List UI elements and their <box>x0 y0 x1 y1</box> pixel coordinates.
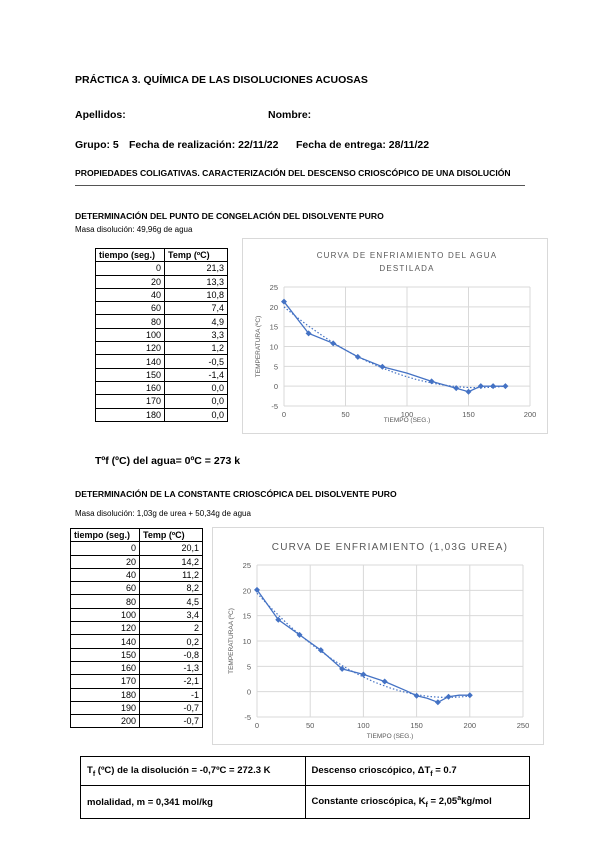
section1-masa: Masa disolución: 49,96g de agua <box>75 225 193 234</box>
cell-tiempo: 140 <box>71 635 140 648</box>
y-tick-label: 15 <box>269 322 278 332</box>
data-point <box>379 364 385 370</box>
x-tick-label: 250 <box>516 721 530 730</box>
cell-temp: 14,2 <box>140 555 203 568</box>
constante-prefix: Constante crioscópica, K <box>311 796 426 808</box>
cell-temp: 4,5 <box>140 595 203 608</box>
table-row <box>96 315 228 328</box>
data-point <box>429 378 435 384</box>
section2-table <box>70 528 203 728</box>
cell-temp: -0,7 <box>140 701 203 714</box>
molalidad-cell <box>81 786 306 819</box>
cell-tiempo: 40 <box>96 288 165 301</box>
chart-agua-destilada <box>242 238 548 434</box>
data-point <box>330 340 336 346</box>
table-row <box>96 328 228 341</box>
x-tick-label: 200 <box>523 410 537 419</box>
x-tick-label: 150 <box>410 721 423 730</box>
constante-sub: f <box>425 802 428 810</box>
table-row <box>96 302 228 315</box>
table-row <box>71 622 203 635</box>
chart-title: CURVA DE ENFRIAMIENTO (1,03G UREA) <box>271 542 509 553</box>
column-header-temp: Temp (ºC) <box>165 249 228 262</box>
constante-cell <box>305 786 530 819</box>
cell-tiempo: 100 <box>71 608 140 621</box>
table-row <box>71 701 203 714</box>
cell-temp: 13,3 <box>165 275 228 288</box>
section2-masa: Masa disolución: 1,03g de urea + 50,34g de agua <box>75 509 251 518</box>
cell-tiempo: 80 <box>96 315 165 328</box>
descenso-cell <box>305 757 530 786</box>
cell-tiempo: 150 <box>96 368 165 381</box>
cell-tiempo: 0 <box>96 262 165 275</box>
x-tick-label: 150 <box>462 410 475 419</box>
table-row <box>71 542 203 555</box>
constante-sup: a <box>457 794 462 802</box>
y-tick-label: -5 <box>271 402 278 411</box>
cell-temp: -0,8 <box>140 648 203 661</box>
section2-heading: DETERMINACIÓN DE LA CONSTANTE CRIOSCÓPICA DEL DISOLVENTE PURO <box>75 489 397 499</box>
y-tick-label: 25 <box>242 561 251 570</box>
cell-tiempo: 170 <box>96 395 165 408</box>
fecha-realizacion: Fecha de realización: 22/11/22 <box>129 139 279 151</box>
x-tick-label: 0 <box>281 410 287 419</box>
cell-temp: 3,3 <box>165 328 228 341</box>
cell-temp: 21,3 <box>165 262 228 275</box>
table-row <box>71 582 203 595</box>
table-row <box>96 381 228 394</box>
cell-temp: 2 <box>140 622 203 635</box>
y-tick-label: 20 <box>269 302 278 312</box>
cell-tiempo: 60 <box>71 582 140 595</box>
cell-tiempo: 60 <box>96 302 165 315</box>
data-point <box>478 383 484 389</box>
table-row <box>71 648 203 661</box>
table-row <box>71 608 203 621</box>
table-row <box>96 275 228 288</box>
cell-temp: 0,2 <box>140 635 203 648</box>
chart-title: CURVA DE ENFRIAMIENTO DEL AGUA <box>316 251 498 260</box>
cell-temp: 0,0 <box>165 395 228 408</box>
descenso-sub: f <box>430 770 433 778</box>
cell-temp: 8,2 <box>140 582 203 595</box>
cell-tiempo: 120 <box>71 622 140 635</box>
cell-temp: -0,7 <box>140 715 203 728</box>
document-title: PRÁCTICA 3. QUÍMICA DE LAS DISOLUCIONES ACUOSAS <box>75 74 368 86</box>
cell-tiempo: 20 <box>71 555 140 568</box>
y-tick-label: 10 <box>269 342 278 352</box>
table-header-row <box>71 529 203 542</box>
table-row <box>96 288 228 301</box>
chart-agua-svg <box>243 239 547 433</box>
table-row <box>96 368 228 381</box>
data-point <box>466 389 472 395</box>
cell-tiempo: 100 <box>96 328 165 341</box>
tf-prefix: T <box>87 764 93 776</box>
table-header-row <box>96 249 228 262</box>
y-tick-label: 10 <box>242 637 251 646</box>
column-header-tiempo: tiempo (seg.) <box>96 249 165 262</box>
x-tick-label: 100 <box>357 721 370 730</box>
cell-tiempo: 20 <box>96 275 165 288</box>
data-point <box>467 692 473 698</box>
table-row <box>71 715 203 728</box>
constante-value: = 2,05 <box>427 796 458 808</box>
practice-subtitle: PROPIEDADES COLIGATIVAS. CARACTERIZACIÓN DEL DESCENSO CRIOSCÓPICO DE UNA DISOLUCIÓN <box>75 168 511 178</box>
y-tick-label: 5 <box>246 662 251 672</box>
data-point <box>382 679 388 685</box>
nombre-label: Nombre: <box>268 109 312 121</box>
y-tick-label: 5 <box>273 362 278 372</box>
y-tick-label: 15 <box>242 611 251 621</box>
cell-tiempo: 150 <box>71 648 140 661</box>
cell-tiempo: 140 <box>96 355 165 368</box>
data-point <box>435 699 441 705</box>
series-trendline <box>284 307 505 388</box>
table-row <box>96 408 228 421</box>
cell-tiempo: 120 <box>96 342 165 355</box>
section1-heading: DETERMINACIÓN DEL PUNTO DE CONGELACIÓN DEL DISOLVENTE PURO <box>75 211 384 221</box>
y-tick-label: -5 <box>244 713 251 722</box>
column-header-tiempo: tiempo (seg.) <box>71 529 140 542</box>
results-row <box>81 757 530 786</box>
cell-temp: 0,0 <box>165 381 228 394</box>
section1-result: Tºf (ºC) del agua= 0ºC = 273 k <box>95 455 241 467</box>
y-tick-label: 25 <box>269 283 278 292</box>
cell-temp: 11,2 <box>140 568 203 581</box>
cell-tiempo: 180 <box>71 688 140 701</box>
y-tick-label: 0 <box>273 382 278 392</box>
descenso-value: = 0.7 <box>432 764 457 776</box>
cell-temp: -1 <box>140 688 203 701</box>
tf-sub: f <box>92 770 96 778</box>
table-row <box>71 688 203 701</box>
table-row <box>71 568 203 581</box>
table-row <box>96 395 228 408</box>
x-tick-label: 0 <box>254 721 260 730</box>
fecha-entrega: Fecha de entrega: 28/11/22 <box>296 139 430 151</box>
cell-tiempo: 160 <box>71 661 140 674</box>
x-axis-label: TIEMPO (SEG.) <box>383 417 431 424</box>
descenso-prefix: Descenso crioscópico, ΔT <box>311 764 431 776</box>
divider-line <box>75 185 525 186</box>
tf-cell <box>81 757 306 786</box>
tf-text: (ºC) de la disolución = -0,7ºC = 272.3 K <box>95 764 271 776</box>
table-row <box>71 675 203 688</box>
y-tick-label: 0 <box>246 687 251 697</box>
constante-unit: kg/mol <box>461 796 492 808</box>
data-point <box>490 383 496 389</box>
section1-table <box>95 248 228 422</box>
cell-tiempo: 200 <box>71 715 140 728</box>
table-row <box>96 262 228 275</box>
x-tick-label: 50 <box>306 721 315 730</box>
apellidos-label: Apellidos: <box>75 109 126 121</box>
cell-temp: -1,4 <box>165 368 228 381</box>
table-row <box>96 355 228 368</box>
table-row <box>71 661 203 674</box>
cell-temp: 0,0 <box>165 408 228 421</box>
chart-urea-svg <box>213 528 543 744</box>
x-tick-label: 100 <box>400 410 414 419</box>
data-point <box>502 383 508 389</box>
results-table <box>80 756 530 819</box>
chart-title: DESTILADA <box>379 264 435 273</box>
cell-tiempo: 160 <box>96 381 165 394</box>
cell-tiempo: 170 <box>71 675 140 688</box>
y-axis-label: TEMPERATURA (ºC) <box>255 315 262 378</box>
cell-tiempo: 180 <box>96 408 165 421</box>
chart-urea <box>212 527 544 745</box>
cell-temp: -0,5 <box>165 355 228 368</box>
cell-tiempo: 80 <box>71 595 140 608</box>
cell-tiempo: 190 <box>71 701 140 714</box>
x-axis-label: TIEMPO (SEG.) <box>366 733 414 740</box>
cell-tiempo: 40 <box>71 568 140 581</box>
x-tick-label: 200 <box>463 721 477 730</box>
cell-temp: 10,8 <box>165 288 228 301</box>
molalidad-text: molalidad, m = 0,341 mol/kg <box>87 796 213 808</box>
table-row <box>71 635 203 648</box>
table-row <box>71 595 203 608</box>
results-row <box>81 786 530 819</box>
x-tick-label: 50 <box>341 410 350 419</box>
data-point <box>446 694 452 700</box>
y-tick-label: 20 <box>242 586 251 596</box>
cell-tiempo: 0 <box>71 542 140 555</box>
table-row <box>71 555 203 568</box>
cell-temp: 7,4 <box>165 302 228 315</box>
cell-temp: 4,9 <box>165 315 228 328</box>
cell-temp: -2,1 <box>140 675 203 688</box>
y-axis-label: TEMPERATURAA (ºC) <box>228 608 235 674</box>
cell-temp: 20,1 <box>140 542 203 555</box>
table-row <box>96 342 228 355</box>
cell-temp: 3,4 <box>140 608 203 621</box>
cell-temp: -1,3 <box>140 661 203 674</box>
cell-temp: 1,2 <box>165 342 228 355</box>
column-header-temp: Temp (ºC) <box>140 529 203 542</box>
grupo-label: Grupo: 5 <box>75 139 119 151</box>
data-point <box>355 354 361 360</box>
